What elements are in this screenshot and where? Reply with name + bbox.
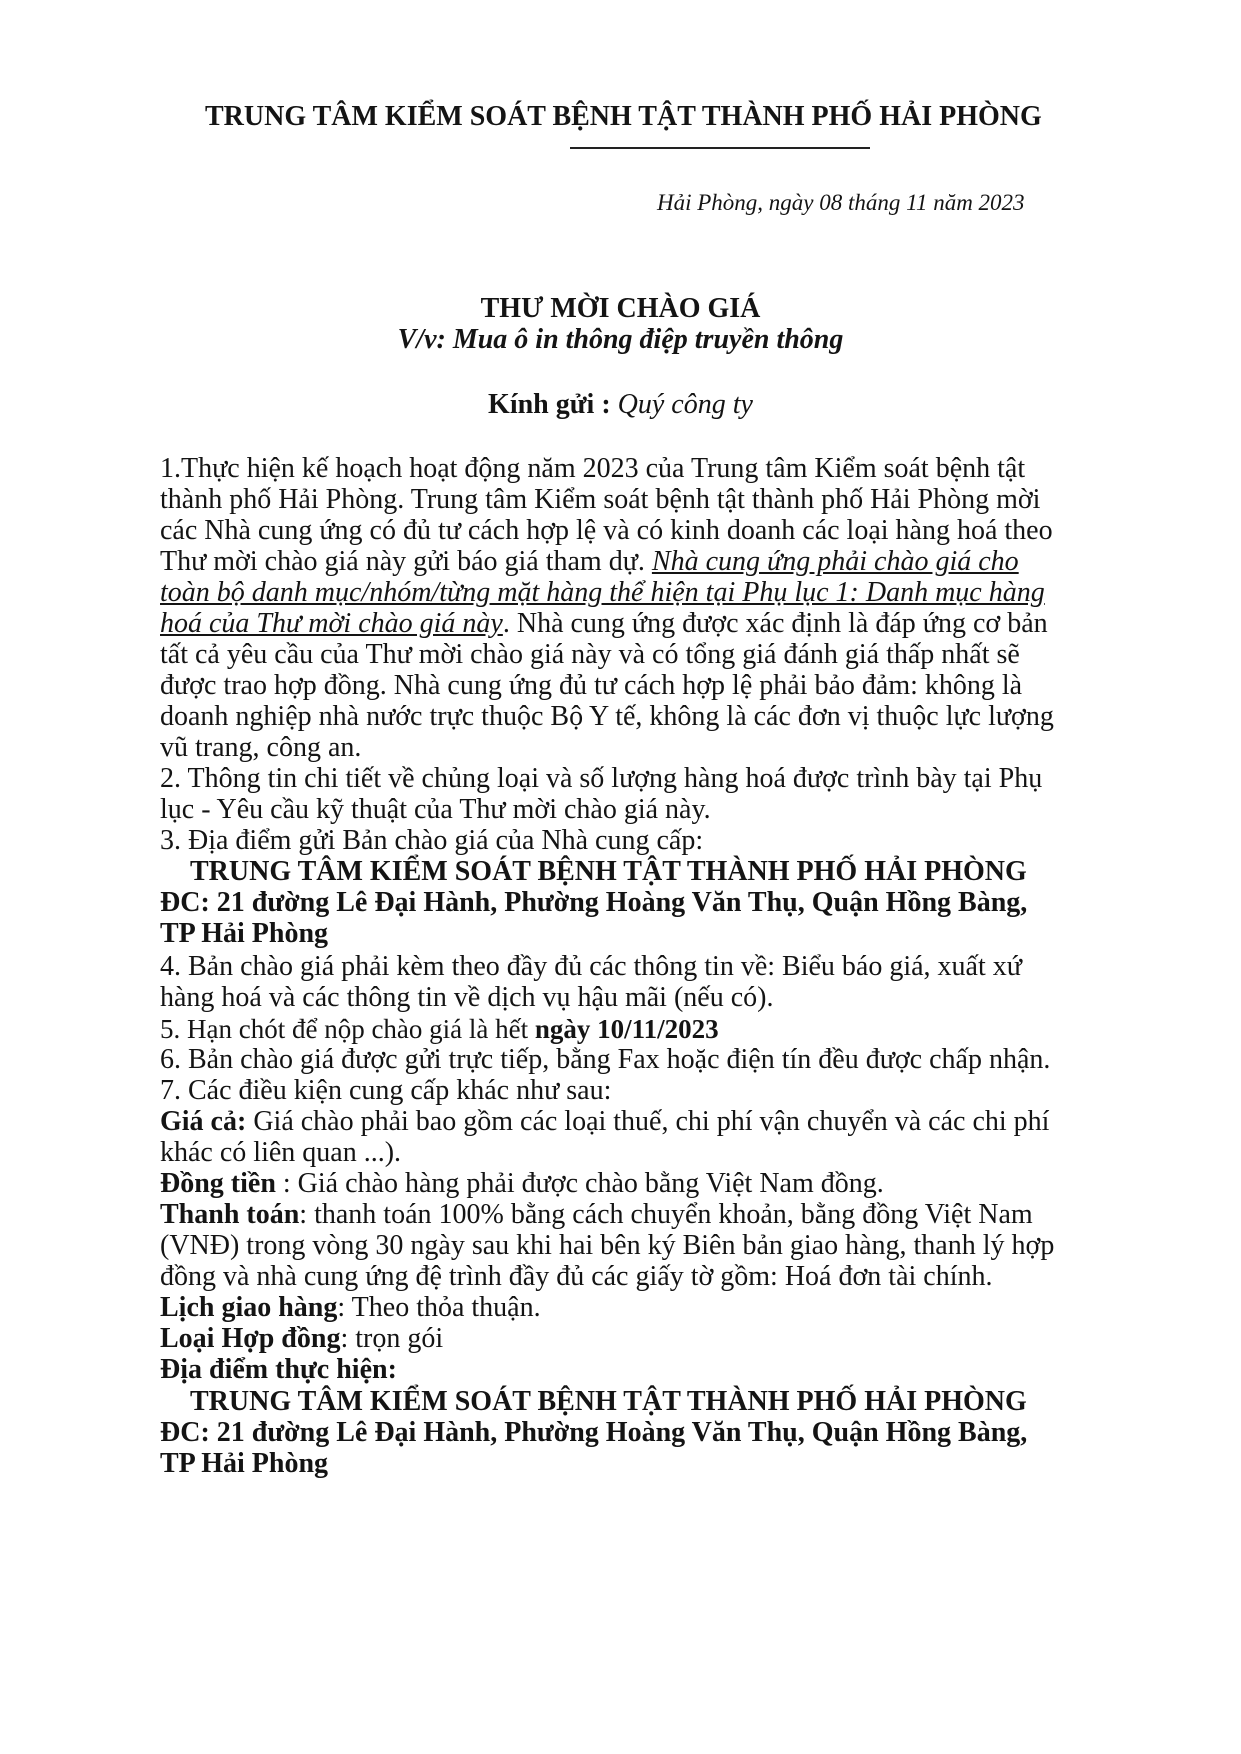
header-underline — [570, 147, 870, 149]
payment-label: Thanh toán — [160, 1199, 300, 1230]
p3-address-line-1: ĐC: 21 đường Lê Đại Hành, Phường Hoàng Văn Thụ, Quận Hồng Bàng, — [160, 887, 1028, 918]
p1-line-1: 1.Thực hiện kế hoạch hoạt động năm 2023 của Trung tâm Kiểm soát bệnh tật — [160, 453, 1026, 484]
p1-line-8: được trao hợp đồng. Nhà cung ứng đủ tư cách hợp lệ phải bảo đảm: không là — [160, 670, 1023, 701]
p1-underlined-requirement-end: hoá của Thư mời chào giá này — [160, 608, 503, 639]
p5-text: 5. Hạn chót để nộp chào giá là hết — [160, 1014, 535, 1044]
p3-org-name: TRUNG TÂM KIỂM SOÁT BỆNH TẬT THÀNH PHỐ HẢI PHÒNG — [190, 856, 1027, 887]
p3-address-line-2: TP Hải Phòng — [160, 918, 329, 949]
currency-label: Đồng tiền — [160, 1168, 276, 1199]
p2-line-1: 2. Thông tin chi tiết về chủng loại và số lượng hàng hoá được trình bày tại Phụ — [160, 763, 1043, 794]
currency-line — [160, 1167, 884, 1201]
p1-line-3: các Nhà cung ứng có đủ tư cách hợp lệ và có kinh doanh các loại hàng hoá theo — [160, 515, 1053, 546]
price-label: Giá cả: — [160, 1106, 247, 1137]
contract-label: Loại Hợp đồng — [160, 1323, 341, 1354]
deadline-date: ngày 10/11/2023 — [534, 1014, 719, 1044]
p3-line-1: 3. Địa điểm gửi Bản chào giá của Nhà cung cấp: — [160, 825, 704, 856]
p1-line-4 — [160, 545, 1019, 579]
contract-line — [160, 1322, 443, 1356]
salutation — [0, 388, 1241, 422]
letter-subject: V/v: Mua ô in thông điệp truyền thông — [397, 324, 844, 355]
p1-line-2: thành phố Hải Phòng. Trung tâm Kiểm soát bệnh tật thành phố Hải Phòng mời — [160, 484, 1041, 515]
org-header: TRUNG TÂM KIỂM SOÁT BỆNH TẬT THÀNH PHỐ HẢI PHÒNG — [205, 101, 1042, 132]
payment-line-3: đồng và nhà cung ứng đệ trình đầy đủ các giấy tờ gồm: Hoá đơn tài chính. — [160, 1261, 993, 1292]
letter-title: THƯ MỜI CHÀO GIÁ — [480, 293, 761, 324]
payment-line-1 — [160, 1198, 1033, 1232]
p4-line-1: 4. Bản chào giá phải kèm theo đầy đủ các thông tin về: Biểu báo giá, xuất xứ — [160, 951, 1022, 982]
p2-line-2: lục - Yêu cầu kỹ thuật của Thư mời chào giá này. — [160, 794, 711, 825]
delivery-label: Lịch giao hàng — [160, 1292, 338, 1323]
price-text-1: Giá chào phải bao gồm các loại thuế, chi phí vận chuyển và các chi phí — [246, 1106, 1050, 1137]
p1-line-7: tất cả yêu cầu của Thư mời chào giá này và có tổng giá đánh giá thấp nhất sẽ — [160, 639, 1020, 670]
location-address-line-2: TP Hải Phòng — [160, 1448, 329, 1479]
salutation-label: Kính gửi : — [488, 389, 618, 420]
p7-line-1: 7. Các điều kiện cung cấp khác như sau: — [160, 1075, 612, 1106]
p1-underlined-requirement-start: Nhà cung ứng phải chào giá cho — [651, 546, 1019, 577]
delivery-text: : Theo thỏa thuận. — [337, 1292, 541, 1323]
price-line-2: khác có liên quan ...). — [160, 1137, 402, 1168]
p6-line: 6. Bản chào giá được gửi trực tiếp, bằng Fax hoặc điện tín đều được chấp nhận. — [160, 1044, 1051, 1075]
p1-underlined-requirement-mid: toàn bộ danh mục/nhóm/từng mặt hàng thể hiện tại Phụ lục 1: Danh mục hàng — [160, 577, 1045, 608]
salutation-recipient: Quý công ty — [617, 389, 753, 420]
date-line: Hải Phòng, ngày 08 tháng 11 năm 2023 — [657, 190, 1025, 215]
price-line-1 — [160, 1105, 1050, 1139]
delivery-line — [160, 1291, 541, 1325]
location-address-line-1: ĐC: 21 đường Lê Đại Hành, Phường Hoàng Văn Thụ, Quận Hồng Bàng, — [160, 1417, 1028, 1448]
p5-line — [160, 1012, 719, 1046]
p1-line-10: vũ trang, công an. — [160, 732, 362, 763]
p1-line-4-text: Thư mời chào giá này gửi báo giá tham dự. — [160, 546, 652, 577]
payment-line-2: (VNĐ) trong vòng 30 ngày sau khi hai bên ký Biên bản giao hàng, thanh lý hợp — [160, 1230, 1055, 1261]
p4-line-2: hàng hoá và các thông tin về dịch vụ hậu mãi (nếu có). — [160, 982, 774, 1013]
p1-line-6-text: . Nhà cung ứng được xác định là đáp ứng cơ bản — [502, 608, 1048, 639]
contract-text: : trọn gói — [340, 1323, 444, 1354]
location-org-name: TRUNG TÂM KIỂM SOÁT BỆNH TẬT THÀNH PHỐ HẢI PHÒNG — [190, 1386, 1027, 1417]
p1-line-6 — [160, 607, 1048, 641]
currency-text: : Giá chào hàng phải được chào bằng Việt Nam đồng. — [275, 1168, 884, 1199]
payment-text-1: : thanh toán 100% bằng cách chuyển khoản, bằng đồng Việt Nam — [299, 1199, 1033, 1230]
p1-line-9: doanh nghiệp nhà nước trực thuộc Bộ Y tế, không là các đơn vị thuộc lực lượng — [160, 701, 1054, 732]
location-label: Địa điểm thực hiện: — [160, 1354, 397, 1385]
